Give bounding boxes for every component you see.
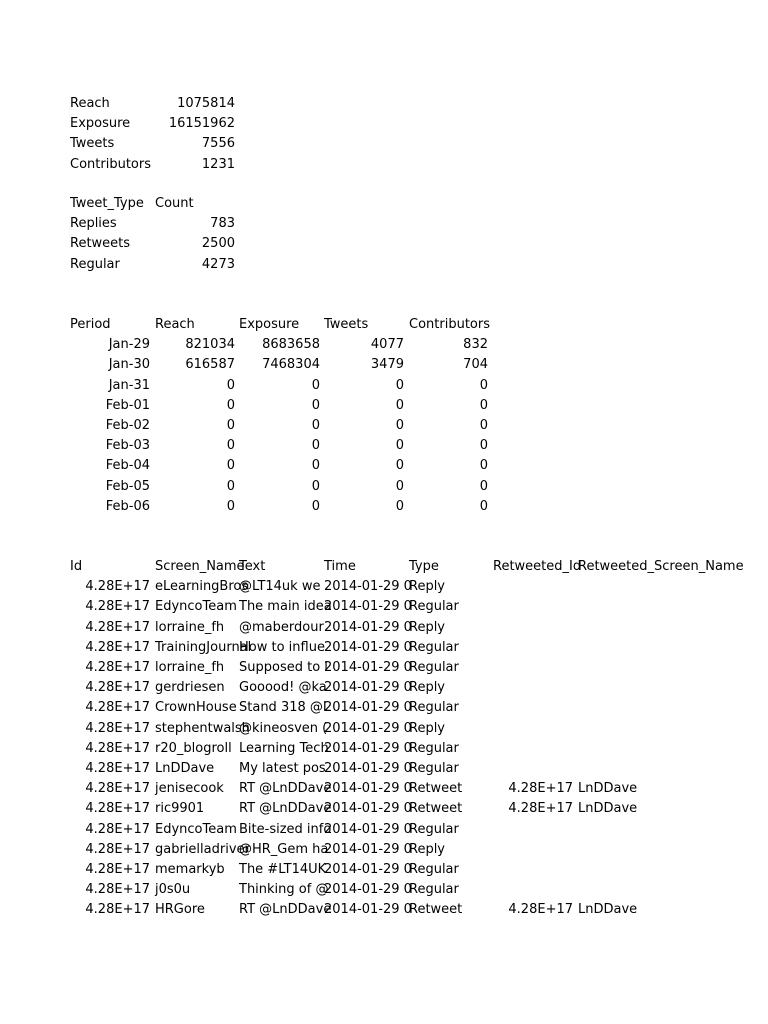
period-value: 0 [226,478,235,494]
tweet-cell: lorraine_fh [155,660,225,675]
period-value: 0 [479,478,488,494]
tweet-cell [578,840,660,860]
tweet-cell: 2014-01-29 0 [324,740,412,756]
tweet-cell: 4.28E+17 [85,579,150,595]
tweet-cell: 4.28E+17 [508,902,573,918]
period-value: 3479 [370,357,404,373]
period-value: 0 [311,418,320,433]
tweet-cell: jenisecook [155,781,224,797]
tweet-row [0,618,768,638]
column-header: Retweeted_Screen_Name [578,559,744,574]
tweet-cell: Retweet [409,781,463,797]
column-header: Reach [155,317,195,332]
tweet-cell: EdyncoTeam [155,599,237,615]
tweet-cell [493,820,573,840]
summary-row [0,134,768,154]
tweet-cell: 4.28E+17 [85,841,150,857]
tweet-cell: Thinking of @ [239,882,329,898]
period-date: Jan-30 [108,357,150,373]
tweet-cell: 4.28E+17 [85,660,150,675]
period-value: 0 [311,498,320,514]
period-value: 0 [395,498,404,514]
period-value: 0 [311,397,320,413]
tweet-cell [578,658,660,678]
tweet-cell [493,658,573,678]
tweet-cell: lorraine_fh [155,619,225,635]
tweet-cell: Reply [409,579,446,595]
period-value: 0 [479,377,488,393]
period-value: 0 [395,377,404,393]
tweet-cell: Regular [409,639,459,655]
tweet-cell [493,880,573,900]
period-value: 0 [479,458,488,474]
period-row [0,335,768,355]
period-value: 0 [311,377,320,393]
tweet-cell: Regular [409,761,459,776]
column-header: Tweets [324,317,369,332]
tweet-type-header-row [0,194,768,214]
summary-row [0,155,768,175]
column-header: Time [324,559,356,574]
tweet-cell: @HR_Gem ha [239,841,329,857]
tweet-cell: Stand 318 @L [239,700,331,716]
tweet-cell: Regular [409,660,459,675]
tweet-cell: 4.28E+17 [508,801,573,817]
tweet-row [0,678,768,698]
tweet-cell: The #LT14UK [239,862,327,877]
period-row [0,376,768,396]
tweet-cell [578,860,660,880]
tweet-cell: Regular [409,882,459,898]
tweet-type-count: 2500 [201,236,235,252]
column-header: Period [70,317,111,332]
tweet-cell: EdyncoTeam [155,821,237,837]
tweet-cell: LnDDave [578,781,638,797]
tweet-cell: Retweet [409,801,463,817]
tweet-row [0,799,768,819]
tweet-cell: RT @LnDDave [239,902,332,918]
period-value: 0 [479,418,488,433]
tweet-row [0,739,768,759]
tweet-cell [493,719,573,739]
summary-label: Reach [70,96,110,111]
tweet-cell: LnDDave [578,801,638,817]
tweet-cell: 4.28E+17 [85,862,150,877]
tweet-cell: gabrielladriver [155,841,250,857]
tweet-cell: 4.28E+17 [85,882,150,898]
tweet-cell [578,759,660,779]
summary-label: Tweets [70,136,115,152]
tweet-cell: RT @LnDDave [239,781,332,797]
period-date: Feb-06 [105,498,150,514]
period-date: Feb-03 [105,438,150,454]
column-header: Contributors [409,317,490,332]
tweet-cell: 4.28E+17 [85,619,150,635]
tweet-cell: Bite-sized info [239,821,332,837]
period-value: 0 [226,377,235,393]
tweet-cell [493,638,573,658]
period-row [0,416,768,436]
tweet-type-count: 783 [210,216,235,232]
tweet-cell [493,759,573,779]
tweet-type-label: Regular [70,256,120,272]
column-header: Count [155,196,194,211]
period-value: 616587 [185,357,235,373]
tweet-cell: RT @LnDDave [239,801,332,817]
period-date: Jan-31 [108,377,150,393]
tweet-cell: Retweet [409,902,463,918]
period-header-row [0,315,768,335]
summary-label: Contributors [70,156,151,172]
tweet-cell [493,618,573,638]
period-value: 704 [463,357,488,373]
tweet-cell: 4.28E+17 [85,599,150,615]
tweet-cell: 2014-01-29 0 [324,902,412,918]
tweet-cell: Regular [409,599,459,615]
tweet-cell: ric9901 [155,801,205,817]
period-value: 4077 [370,337,404,353]
summary-value: 1075814 [177,96,235,111]
tweet-type-label: Replies [70,216,117,232]
tweet-cell [493,577,573,597]
tweet-cell: 2014-01-29 0 [324,862,412,877]
tweet-cell: CrownHouse [155,700,237,716]
tweet-cell: 2014-01-29 0 [324,660,412,675]
tweet-cell: 2014-01-29 0 [324,680,412,696]
period-value: 0 [226,438,235,454]
period-value: 821034 [185,337,235,353]
tweet-cell: 4.28E+17 [85,680,150,696]
tweet-cell: 4.28E+17 [508,781,573,797]
tweet-cell: @kineosven ( [239,720,328,736]
period-row [0,436,768,456]
tweet-cell: Learning Tech [239,740,329,756]
column-header: Id [70,559,83,574]
tweet-cell: 4.28E+17 [85,740,150,756]
tweet-cell: 4.28E+17 [85,902,150,918]
tweet-cell [493,860,573,880]
tweet-cell: Reply [409,619,446,635]
tweet-row [0,577,768,597]
tweet-type-count: 4273 [201,256,235,272]
tweet-row [0,658,768,678]
tweet-cell: memarkyb [155,862,225,877]
tweet-row [0,759,768,779]
tweet-cell: How to influe [239,639,325,655]
period-row [0,355,768,375]
period-value: 0 [479,498,488,514]
tweet-cell: j0s0u [155,882,191,898]
summary-label: Exposure [70,116,131,132]
period-value: 0 [395,438,404,454]
tweet-cell: 2014-01-29 0 [324,882,412,898]
tweet-cell: 4.28E+17 [85,700,150,716]
tweet-row [0,900,768,920]
tweet-row [0,638,768,658]
tweet-type-row [0,214,768,234]
tweet-row [0,719,768,739]
column-header: Retweeted_Id [493,559,582,574]
tweet-cell [578,880,660,900]
tweet-cell [493,678,573,698]
period-value: 0 [226,498,235,514]
tweet-cell: 2014-01-29 0 [324,619,412,635]
tweet-cell: 4.28E+17 [85,720,150,736]
tweet-row [0,597,768,617]
tweet-row [0,779,768,799]
tweet-cell: 2014-01-29 0 [324,579,412,595]
tweet-cell: LnDDave [578,902,638,918]
summary-value: 7556 [201,136,235,152]
column-header: Type [409,559,439,574]
period-value: 0 [395,478,404,494]
tweet-cell: Regular [409,700,459,716]
tweet-cell: Regular [409,740,459,756]
tweet-cell: 2014-01-29 0 [324,761,412,776]
tweet-cell [578,577,660,597]
tweet-cell: Reply [409,680,446,696]
tweet-cell [578,698,660,718]
period-row [0,497,768,517]
tweet-cell [578,719,660,739]
tweet-cell: 2014-01-29 0 [324,821,412,837]
period-value: 0 [311,458,320,474]
tweet-row [0,840,768,860]
tweet-cell: Regular [409,862,459,877]
period-row [0,396,768,416]
tweet-cell: 4.28E+17 [85,801,150,817]
tweet-type-row [0,255,768,275]
period-value: 0 [226,397,235,413]
period-date: Feb-04 [105,458,150,474]
period-value: 832 [463,337,488,353]
tweet-cell: gerdriesen [155,680,225,696]
period-date: Jan-29 [108,337,150,353]
period-value: 0 [226,458,235,474]
tweet-cell: Supposed to l [239,660,328,675]
tweet-row [0,860,768,880]
period-value: 8683658 [262,337,320,353]
tweet-cell: Reply [409,720,446,736]
tweet-cell: 4.28E+17 [85,821,150,837]
period-date: Feb-01 [105,397,150,413]
tweet-cell [578,597,660,617]
tweet-cell: @LT14uk we [239,579,321,595]
tweet-cell: eLearningBros [155,579,249,595]
period-value: 0 [311,438,320,454]
tweet-cell [578,678,660,698]
summary-row [0,94,768,114]
tweet-cell [493,739,573,759]
period-value: 0 [395,397,404,413]
tweet-cell [578,638,660,658]
tweet-cell: 4.28E+17 [85,781,150,797]
tweet-cell [578,820,660,840]
tweet-cell: The main idea [239,599,332,615]
tweet-cell: 2014-01-29 0 [324,599,412,615]
tweet-cell [493,840,573,860]
period-value: 7468304 [262,357,320,373]
period-value: 0 [311,478,320,494]
period-date: Feb-02 [105,418,150,433]
tweet-row [0,820,768,840]
tweet-cell: 2014-01-29 0 [324,781,412,797]
summary-value: 16151962 [168,116,235,132]
tweet-cell: HRGore [155,902,205,918]
tweet-cell: 2014-01-29 0 [324,720,412,736]
period-value: 0 [395,418,404,433]
tweet-cell [493,698,573,718]
tweet-cell [578,739,660,759]
tweet-cell: r20_blogroll [155,740,232,756]
tweet-cell [578,618,660,638]
period-value: 0 [395,458,404,474]
column-header: Text [239,559,266,574]
tweet-cell: @maberdour [239,619,324,635]
tweet-cell: 2014-01-29 0 [324,841,412,857]
summary-value: 1231 [201,156,235,172]
column-header: Screen_Name [155,559,245,574]
tweet-cell: TrainingJournal [155,639,252,655]
tweet-cell: Regular [409,821,459,837]
tweet-row [0,880,768,900]
tweet-cell: stephentwalsh [155,720,250,736]
period-value: 0 [226,418,235,433]
tweet-row [0,698,768,718]
tweet-cell [493,597,573,617]
tweet-cell: Gooood! @ka [239,680,327,696]
column-header: Exposure [239,317,300,332]
period-row [0,456,768,476]
column-header: Tweet_Type [70,196,144,211]
tweet-cell: 2014-01-29 0 [324,700,412,716]
tweet-cell: Reply [409,841,446,857]
summary-row [0,114,768,134]
tweet-type-row [0,234,768,254]
tweet-type-label: Retweets [70,236,131,252]
tweets-header-row [0,557,768,577]
tweet-cell: 4.28E+17 [85,639,150,655]
tweet-cell: 4.28E+17 [85,761,150,776]
tweet-cell: 2014-01-29 0 [324,639,412,655]
tweet-cell: 2014-01-29 0 [324,801,412,817]
tweet-cell: My latest pos [239,761,326,776]
period-date: Feb-05 [105,478,150,494]
tweet-cell: LnDDave [155,761,215,776]
period-row [0,477,768,497]
period-value: 0 [479,397,488,413]
period-value: 0 [479,438,488,454]
